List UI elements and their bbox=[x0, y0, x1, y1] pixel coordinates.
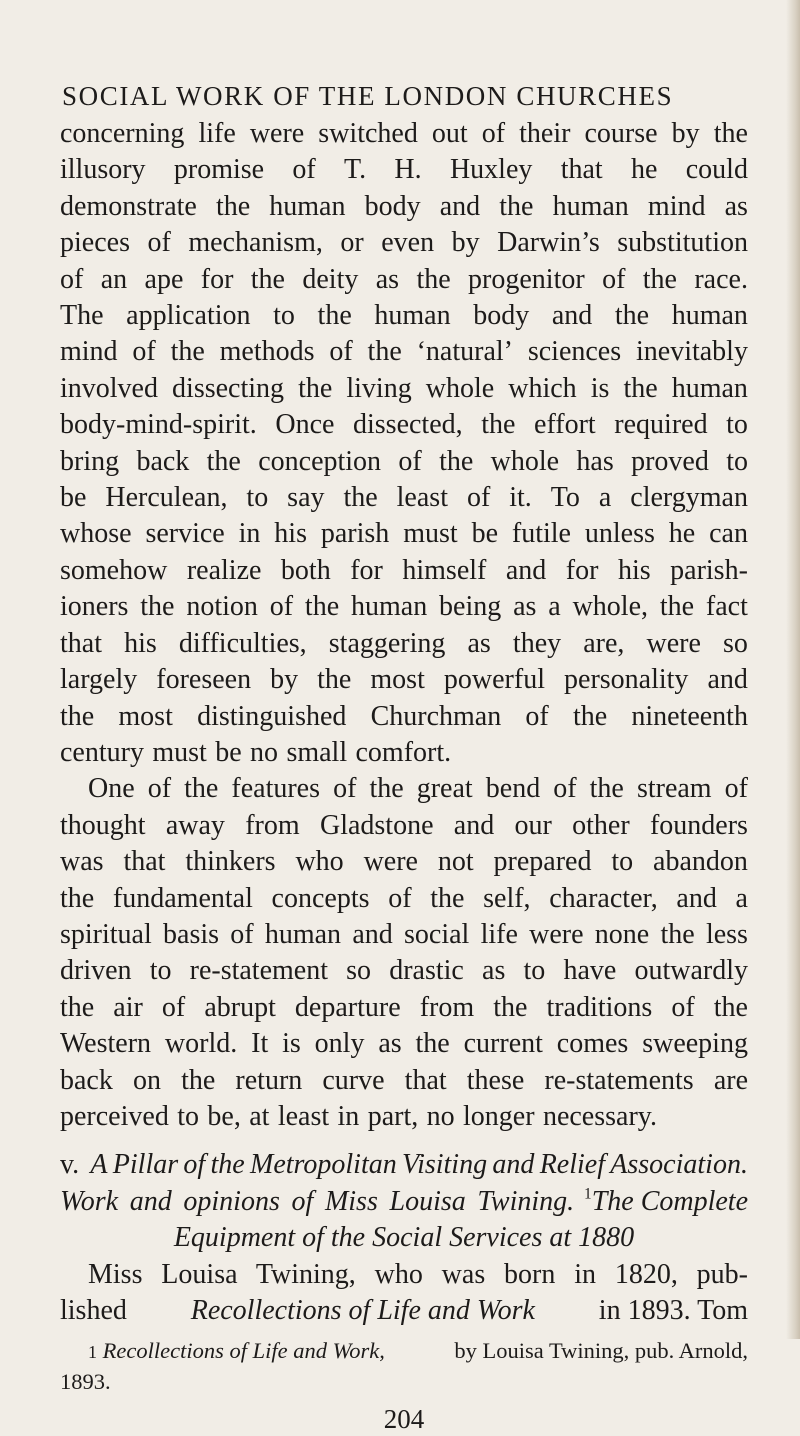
body-line: largely foreseen by the most powerful personality and bbox=[60, 664, 748, 696]
page-number: 204 bbox=[383, 1403, 425, 1434]
page-edge-shadow bbox=[786, 0, 800, 1339]
footnote-text: by Louisa Twining, pub. Arnold, bbox=[454, 1337, 748, 1363]
paragraph-2-line-1 bbox=[60, 1257, 748, 1293]
body-line: be Herculean, to say the least of it. To a clergyman bbox=[60, 482, 748, 514]
section-title-part-3: $^1$The Complete bbox=[583, 1185, 748, 1217]
paragraph-2-text-2a: lished bbox=[60, 1295, 127, 1327]
body-line: Western world. It is only as the current comes sweeping bbox=[60, 1028, 748, 1060]
section-heading bbox=[60, 1147, 748, 1257]
body-line: driven to re-statement so drastic as to have outwardly bbox=[60, 955, 748, 987]
section-numeral: v. bbox=[60, 1149, 80, 1181]
footnote bbox=[60, 1336, 748, 1367]
body-line: mind of the methods of the ‘natural’ sciences inevitably bbox=[60, 336, 748, 368]
paragraph-2-text-1: Miss Louisa Twining, who was born in 1820, pub- bbox=[88, 1258, 748, 1290]
running-head: SOCIAL WORK OF THE LONDON CHURCHES bbox=[62, 81, 674, 111]
section-heading-line-2 bbox=[60, 1184, 748, 1221]
body-line: illusory promise of T. H. Huxley that he could bbox=[60, 154, 748, 186]
body-line: bring back the conception of the whole has proved to bbox=[60, 445, 748, 477]
section-heading-line-3 bbox=[60, 1220, 748, 1257]
paragraph-2-line-2 bbox=[60, 1293, 748, 1329]
footnote-year: 1893. bbox=[60, 1368, 111, 1394]
section-title-part-1: A Pillar of the Metropolitan Visiting and Relief Association. bbox=[90, 1149, 748, 1181]
footnote-reference: 1 bbox=[583, 1185, 592, 1203]
body-line: spiritual basis of human and social life were none the less bbox=[60, 918, 748, 950]
body-line: perceived to be, at least in part, no longer necessary. bbox=[60, 1100, 657, 1132]
body-line: of an ape for the deity as the progenitor of the race. bbox=[60, 263, 748, 295]
body-line: involved dissecting the living whole which is the human bbox=[60, 372, 748, 404]
footnote-continuation bbox=[60, 1367, 748, 1396]
body-line: back on the return curve that these re-statements are bbox=[60, 1064, 748, 1096]
book-title-recollections: Recollections of Life and Work bbox=[190, 1295, 535, 1327]
body-text bbox=[60, 116, 748, 1135]
footnote-title: Recollections of Life and Work, bbox=[102, 1337, 385, 1363]
body-line: was that thinkers who were not prepared to abandon bbox=[60, 846, 748, 878]
section-title-part-4: Equipment of the Social Services at 1880 bbox=[173, 1222, 635, 1254]
body-line: the air of abrupt departure from the traditions of the bbox=[60, 991, 748, 1023]
body-line: pieces of mechanism, or even by Darwin’s substitution bbox=[60, 227, 748, 259]
body-line: somehow realize both for himself and for his parish- bbox=[60, 554, 748, 586]
body-line: the most distinguished Churchman of the nineteenth bbox=[60, 700, 748, 732]
body-line: century must be no small comfort. bbox=[60, 736, 452, 768]
page-content bbox=[60, 76, 748, 1436]
body-line: ioners the notion of the human being as a whole, the fact bbox=[60, 591, 748, 623]
body-line: the fundamental concepts of the self, character, and a bbox=[60, 882, 748, 914]
body-line: body-mind-spirit. Once dissected, the effort required to bbox=[60, 409, 748, 441]
paragraph-2-text-2b: in 1893. Tom bbox=[598, 1295, 748, 1327]
section-heading-line-1 bbox=[60, 1147, 748, 1184]
body-line: thought away from Gladstone and our other founders bbox=[60, 809, 748, 841]
section-title-part-2: Work and opinions of Miss Louisa Twining. bbox=[60, 1185, 575, 1217]
body-line: One of the features of the great bend of the stream of bbox=[88, 773, 748, 805]
body-line: that his difficulties, staggering as they are, were so bbox=[60, 627, 748, 659]
body-line: concerning life were switched out of their course by the bbox=[60, 118, 748, 149]
body-line: demonstrate the human body and the human mind as bbox=[60, 190, 748, 222]
body-line: The application to the human body and the human bbox=[60, 300, 748, 332]
body-line: whose service in his parish must be futile unless he can bbox=[60, 518, 748, 550]
footnote-number: 1 Recollections of Life and Work, bbox=[88, 1337, 385, 1363]
